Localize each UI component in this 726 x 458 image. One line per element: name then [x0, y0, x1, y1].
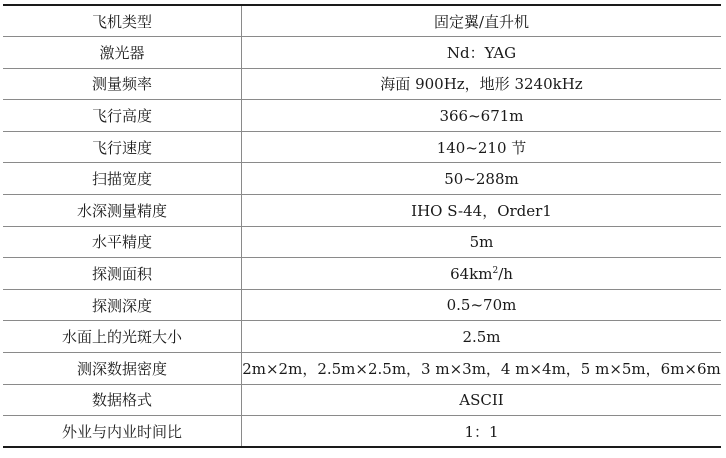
row-label: 飞机类型: [3, 5, 242, 37]
row-label: 激光器: [3, 37, 242, 69]
row-label: 数据格式: [3, 384, 242, 416]
table-row: [3, 258, 721, 290]
value-main: 64km: [450, 264, 493, 283]
row-value: Nd：YAG: [242, 37, 722, 69]
row-label: 水深测量精度: [3, 195, 242, 227]
table-row: [3, 321, 721, 353]
table-row: [3, 353, 721, 385]
table-row: [3, 384, 721, 416]
row-label: 飞行高度: [3, 100, 242, 132]
row-value: 0.5~70m: [242, 289, 722, 321]
row-value: 366~671m: [242, 100, 722, 132]
table-row: [3, 5, 721, 37]
value-superscript: 2: [492, 265, 499, 276]
table-row: [3, 37, 721, 69]
row-label: 水平精度: [3, 226, 242, 258]
row-value: 140~210 节: [242, 131, 722, 163]
row-label: 探测面积: [3, 258, 242, 290]
table-row: [3, 289, 721, 321]
row-label: 水面上的光斑大小: [3, 321, 242, 353]
row-label: 飞行速度: [3, 131, 242, 163]
spec-table: [3, 4, 721, 448]
row-value: 海面 900Hz，地形 3240kHz: [242, 68, 722, 100]
row-label: 扫描宽度: [3, 163, 242, 195]
row-value: 1：1: [242, 416, 722, 448]
row-label: 探测深度: [3, 289, 242, 321]
row-value: ASCII: [242, 384, 722, 416]
table-row: [3, 131, 721, 163]
row-label: 外业与内业时间比: [3, 416, 242, 448]
row-value: 2.5m: [242, 321, 722, 353]
row-value: 50~288m: [242, 163, 722, 195]
table-row: [3, 226, 721, 258]
row-label: 测量频率: [3, 68, 242, 100]
table-row: [3, 195, 721, 227]
row-value: 2m×2m，2.5m×2.5m，3 m×3m，4 m×4m，5 m×5m，6m×6m: [242, 353, 722, 385]
value-tail: /h: [498, 264, 513, 283]
row-value: 固定翼/直升机: [242, 5, 722, 37]
table-row: [3, 163, 721, 195]
table-row: [3, 68, 721, 100]
row-value: IHO S-44，Order1: [242, 195, 722, 227]
row-label: 测深数据密度: [3, 353, 242, 385]
row-value: [242, 258, 722, 290]
row-value: 5m: [242, 226, 722, 258]
table-row: [3, 100, 721, 132]
table-row: [3, 416, 721, 448]
